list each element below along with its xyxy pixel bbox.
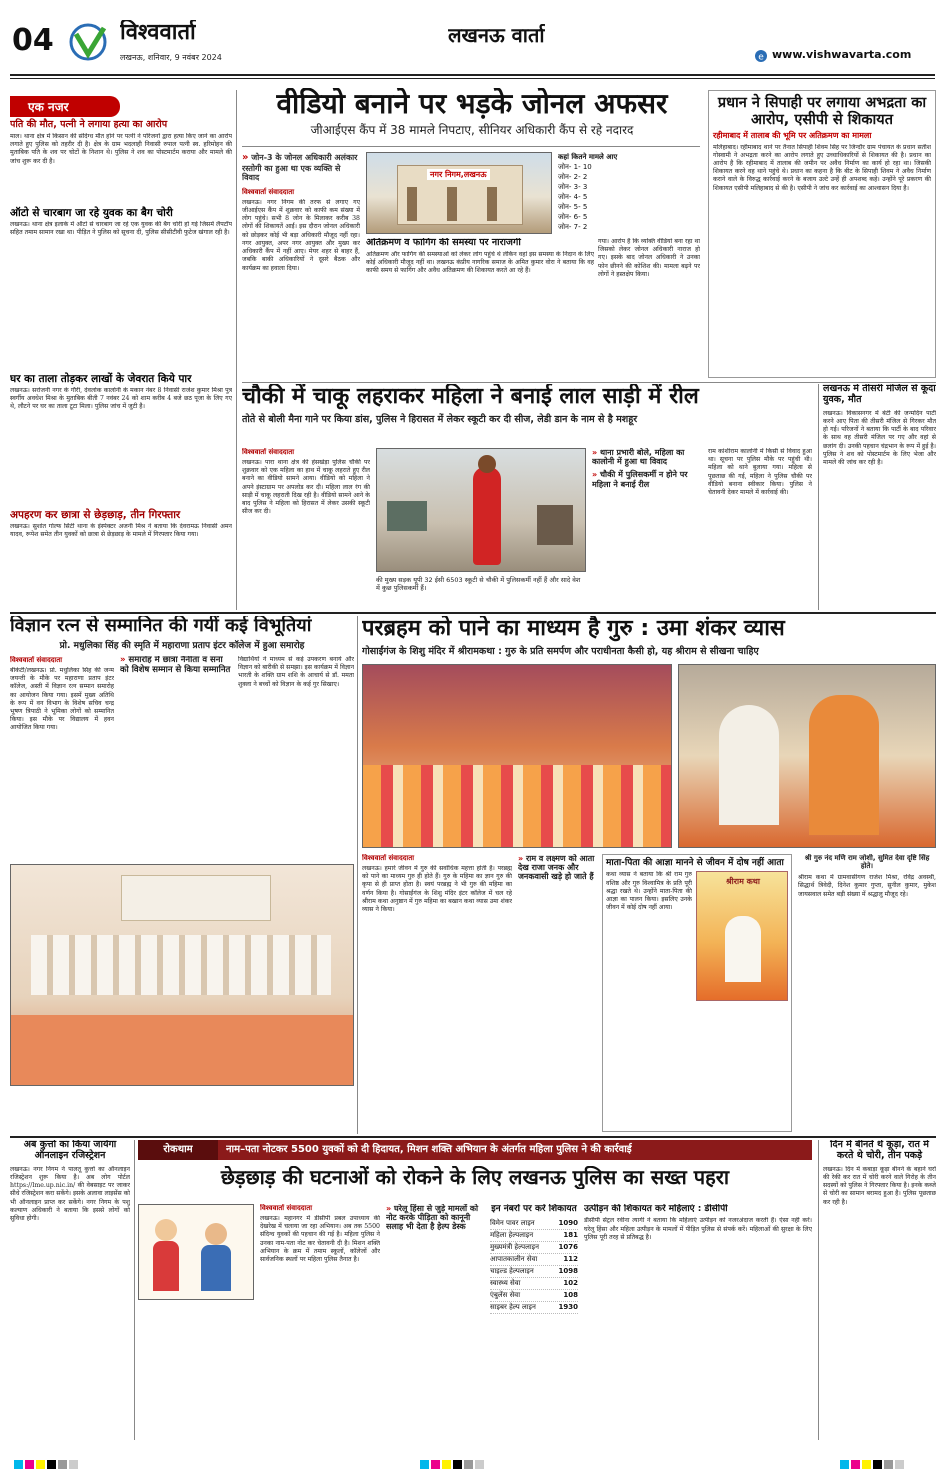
zone-item: जोन- 4- 5 bbox=[558, 193, 588, 201]
pradhan-subhead: रहीमाबाद में तालाब की भूमि पर अतिक्रमण का मामला bbox=[713, 131, 872, 141]
guru-side-text: श्रीराम कथा में ग्रामवासीगण राजेश मिश्रा, रविंद्र अवस्थी, सिद्धार्थ त्रिवेदी, दिनेश कुमार गुप्ता, सुनील कुमार, मुकेश जायसवाल समेत बड़ी संख्या में श्रद्धालु मौजूद रहे। bbox=[798, 874, 936, 898]
lead-left-col bbox=[242, 152, 360, 374]
row-rule-3 bbox=[10, 1136, 936, 1138]
helpline-name: विमेन पावर लाइन bbox=[490, 1219, 535, 1228]
row-rule-2 bbox=[10, 612, 936, 614]
quote-marks-icon: » bbox=[242, 152, 249, 163]
brief-headline-4: अपहरण कर छात्रा से छेड़छाड़, तीन गिरफ्तार bbox=[10, 509, 181, 521]
quote-marks-icon: » bbox=[386, 1204, 392, 1213]
col-divider-3 bbox=[134, 1140, 135, 1440]
guru-card-title: श्रीराम कथा bbox=[726, 877, 760, 887]
rokthaam-story bbox=[138, 1140, 812, 1440]
reel-subhead: तोते से बोली मैना गाने पर किया डांस, पुलिस ने हिरासत में लेकर स्कूटी कर दी सीज, लेडी डान के नाम से है मशहूर bbox=[242, 414, 638, 426]
guru-box bbox=[602, 854, 792, 1132]
photo-caption-box bbox=[366, 238, 594, 374]
reel-story bbox=[242, 384, 812, 610]
brief-headline-2: ऑटो से चारबाग जा रहे युवक का बैग चोरी bbox=[10, 207, 173, 219]
photo-caption-text: अतिक्रमण और फागिंग की समस्याओं को लेकर लोग पहुंचे थे लेकिन वहां इस समस्या के निदान के लिए कोई अधिकारी मौजूद नहीं था। लखनऊ कंप्रीय नागरिक समाज के अमित कुमार वोरा ने बताया कि वह काफी समय से फागिंग और अवैध अतिक्रमण की शिकायत करते आ रहे हैं। bbox=[366, 250, 594, 275]
rokthaam-pull-quote-text: घरेलू हिंसा से जुड़े मामलों को नोट करके पीड़िता को कानूनी सलाह भी देता है हेल्प डेस्क bbox=[386, 1204, 479, 1232]
theft-text: लखनऊ। दिन में कबाड़ा कूड़ा बीनने के बहाने घरों की रेकी कर रात में चोरी करने वाले गिरोह के तीन सदस्यों को पुलिस ने गिरफ्तार किया है। इनके कब्जे से चोरी का सामान बरामद हुआ है। पुलिस पूछताछ कर रही है। bbox=[823, 1165, 936, 1206]
helpline-number: 1930 bbox=[558, 1303, 578, 1312]
vishwavarta-logo-icon bbox=[66, 22, 116, 62]
quote-marks-icon: » bbox=[592, 448, 598, 457]
helpline-title: इन नंबरों पर करें शिकायत bbox=[491, 1204, 577, 1214]
rokthaam-col-1 bbox=[260, 1204, 380, 1440]
rokthaam-text: लखनऊ। महानगर में डीसीपी प्रबल उपाध्याय की देखरेख में चलाया जा रहा अभियान। अब तक 5500 संदिग्ध युवकों की पहचान की गई है। महिला पुलिस ने उनका नाम-पता नोट कर चेतावनी दी है। मिशन शक्ति अभियान के क्रम में तमाम स्कूलों, कॉलेजों और सार्वजनिक स्थलों पर महिला पुलिस तैनात है। bbox=[260, 1215, 380, 1264]
col-divider-1 bbox=[236, 90, 237, 610]
vigyan-byline: विश्ववार्ता संवाददाता bbox=[10, 656, 63, 664]
reel-photo-caption: की मुख्य सड़क यूपी 32 ईसी 6503 स्कूटी से चौकी में पुलिसकर्मी नहीं हैं और सादे वेश में कुछ पुलिसकर्मी हैं। bbox=[376, 576, 581, 592]
zones-box bbox=[558, 152, 698, 234]
registration-marks-left bbox=[14, 1460, 80, 1469]
masthead bbox=[8, 8, 938, 78]
rokthaam-band bbox=[138, 1140, 812, 1160]
rokthaam-pull-quote bbox=[386, 1204, 486, 1232]
reel-photo bbox=[376, 448, 586, 572]
third-floor-text: लखनऊ। विकासनगर में बेटी की जन्मदिन पार्टी करने आए पिता की तीसरी मंजिल से गिरकर मौत हो गई। परिजनों ने बताया कि पार्टी के बाद परिवार के साथ वह तीसरी मंजिल पर गए और वहां से छलांग दी। उनकी पहचान चंद्रभान के रूप में हुई है। पुलिस ने शव को पोस्टमार्टम के लिए भेजा और मामले की जांच कर रही है। bbox=[823, 409, 936, 467]
reel-pull-quotes bbox=[592, 448, 702, 528]
guru-headline: परब्रहम को पाने का माध्यम है गुरु : उमा शंकर व्यास bbox=[362, 616, 785, 641]
brief-text-1: माल। थाना क्षेत्र में किसान की संदिग्ध मौत होने पर पत्नी ने परिजनों द्वारा हत्या किए जाने का आरोप लगाते हुए पुलिस को तहरीर दी है। क्षेत्र के ग्राम भदलाही निवासी रुपाल पत्नी स्व. हरिमोहन की मुताबिक पति के शव पर चोटों के निशान थे। पुलिस ने शव का पोस्टमार्टम कराया और मामले की जांच शुरू कर दी है। bbox=[10, 133, 232, 165]
guru-subhead: गोसाईंगंज के शिशु मंदिर में श्रीरामकथा : गुरु के प्रति समर्पण और पराधीनता कैसी हो, यह श्रीराम से सीखना चाहिए bbox=[362, 646, 759, 658]
rokthaam-headline: छेड़छाड़ की घटनाओं को रोकने के लिए लखनऊ पुलिस का सख्त पहरा bbox=[220, 1166, 730, 1189]
website[interactable]: www.vishwavarta.com bbox=[772, 49, 912, 61]
guru-pull-quote bbox=[518, 854, 598, 882]
rokthaam-label: रोकथाम bbox=[138, 1140, 218, 1160]
lead-pull-quote-text: जोन-3 के जोनल अधिकारी अलंकार रस्तोगी का हुआ था एक व्यक्ति से विवाद bbox=[242, 153, 358, 182]
page-number: 04 bbox=[12, 24, 54, 58]
masthead-rule-thin bbox=[10, 78, 935, 79]
dog-text: लखनऊ। नगर निगम ने पालतू कुत्तों का ऑनलाइन रजिस्ट्रेशन शुरू किया है। अब लोग पोर्टल https://lme.up.nic.in/ की वेबसाइट पर जाकर सीधे रजिस्ट्रेशन करा सकेंगे। इसके अलावा लाइसेंस को भी ऑनलाइन प्राप्त कर सकेंगे। नगर निगम के पशु कल्याण अधिकारी ने बताया कि इससे लोगों को सुविधा होगी। bbox=[10, 1165, 130, 1223]
lead-story bbox=[242, 88, 702, 378]
third-floor-story bbox=[818, 384, 936, 610]
dog-story bbox=[10, 1140, 130, 1440]
theft-headline: दिन में बीनते थे कूड़ा, रात में करते थे चोरी, तीन पकड़े bbox=[830, 1140, 929, 1161]
helpline-row bbox=[490, 1242, 578, 1254]
reel-headline: चौकी में चाकू लहराकर महिला ने बनाई लाल साड़ी में रील bbox=[242, 384, 699, 409]
guru-box-headline: माता-पिता की आज्ञा मानने से जीवन में दोष नहीं आता bbox=[606, 858, 784, 868]
quote-marks-icon: » bbox=[120, 656, 126, 665]
vigyan-headline: विज्ञान रत्न से सम्मानित की गयीं कई विभूतियां bbox=[10, 616, 312, 636]
lead-text: लखनऊ। नगर निगम की तरफ से लगाए गए जीआईएस कैंप में शुक्रवार को काफी कम संख्या में लोग पहुंचे। सभी 8 जोन के मिलाकर करीब 38 लोगों की शिकायतें आईं। इस दौरान जोनल अधिकारी को छोड़कर कोई भी बड़ा अधिकारी मौजूद नहीं रहा। नगर आयुक्त, अपर नगर आयुक्त और मुख्य कर अधिकारी कैंप में नहीं आए। मेयर शहर से बाहर हैं, जबकि बाकी अधिकारियों ने दूसरे बैठक और कार्यक्रम का हवाला दिया। bbox=[242, 198, 360, 272]
brief-text-2: लखनऊ। थाना क्षेत्र इलाके में ऑटो से चारबाग जा रहे एक युवक की बैग चोरी हो गई जिसमें लैपटॉप सहित तमाम सामान रखा था। पीड़ित ने पुलिस को सूचना दी, पुलिस सीसीटीवी फुटेज खंगाल रही है। bbox=[10, 221, 232, 237]
rokthaam-col-2 bbox=[386, 1204, 486, 1304]
quote-marks-icon: » bbox=[592, 470, 598, 480]
brief-headline-3: घर का ताला तोड़कर लाखों के जेवरात किये पार bbox=[10, 373, 192, 385]
helpline-name: महिला हेल्पलाइन bbox=[490, 1231, 534, 1240]
zone-item: जोन- 5- 5 bbox=[558, 203, 588, 211]
rokthaam-byline: विश्ववार्ता संवाददाता bbox=[260, 1204, 313, 1212]
row-rule-1 bbox=[242, 382, 936, 383]
helpline-row bbox=[490, 1302, 578, 1314]
helpline-number: 1090 bbox=[558, 1219, 578, 1228]
helpline-name: एंबुलेंस सेवा bbox=[490, 1291, 521, 1300]
rokthaam-cartoon bbox=[138, 1204, 254, 1300]
pradhan-headline: प्रधान ने सिपाही पर लगाया अभद्रता का आरोप, एसीपी से शिकायत bbox=[717, 95, 927, 128]
helpline-row bbox=[490, 1278, 578, 1290]
guru-col-1 bbox=[362, 854, 512, 1094]
quote-marks-icon: » bbox=[518, 854, 524, 863]
guru-col-2 bbox=[518, 854, 598, 1094]
helpline-number: 181 bbox=[563, 1231, 578, 1240]
vigyan-subhead: प्रो. मधुलिका सिंह की स्मृति में महाराणा प्रताप इंटर कॉलेज में हुआ समारोह bbox=[59, 640, 305, 651]
section-title: लखनऊ वार्ता bbox=[448, 24, 545, 47]
brief-text-4: लखनऊ। सुशांत गोल्फ सिटी थाना के इंस्पेक्टर अजनी मिश्र ने बताया कि देवरामऊ निवासी अमन यादव, रूपेश समेत तीन युवकों को छात्रा से छेड़छाड़ के मामले में गिरफ्तार किया गया। bbox=[10, 523, 232, 539]
brief-text-3: लखनऊ। सरोजनी नगर के गौरी, देवलोक कालोनी के मकान नंबर 8 निवासी राजेश कुमार मिश्रा पुत्र स्वर्गीय अवधेश मिश्रा के मुताबिक बीती 7 नवंबर 24 को शाम करीब 4 बजे छठ पूजा के लिए गए थे, लौटने पर घर का ताला टूटा मिला। पुलिस जांच में जुटी है। bbox=[10, 387, 232, 411]
zone-item: जोन- 2- 2 bbox=[558, 173, 588, 181]
registration-marks-mid bbox=[420, 1460, 486, 1469]
vigyan-story bbox=[10, 616, 354, 1134]
dog-headline: अब कुत्तों का किया जायेगा ऑनलाइन रजिस्ट्रेशन bbox=[23, 1140, 117, 1161]
lead-byline: विश्ववार्ता संवाददाता bbox=[242, 187, 295, 196]
guru-photo-right bbox=[678, 664, 936, 848]
guru-card-photo bbox=[696, 871, 788, 1001]
helpline-number: 1076 bbox=[558, 1243, 578, 1252]
zones-title: कहां कितने मामले आए bbox=[558, 153, 618, 161]
photo-sign: नगर निगम,लखनऊ bbox=[427, 169, 490, 180]
helpline-box bbox=[490, 1204, 578, 1436]
guru-photo-main bbox=[362, 664, 672, 848]
helpline-name: साइबर हेल्प लाइन bbox=[490, 1303, 536, 1312]
zone-item: जोन- 6- 5 bbox=[558, 213, 588, 221]
ek-najar-column bbox=[10, 96, 232, 606]
theft-story bbox=[818, 1140, 936, 1440]
col-divider-2 bbox=[357, 616, 358, 1134]
zone-item: जोन- 7- 2 bbox=[558, 223, 588, 231]
helpline-name: स्वास्थ्य सेवा bbox=[490, 1279, 521, 1288]
dcp-text: डीसीपी सेंट्रल रवीना त्यागी ने बताया कि महिलाएं उत्पीड़न को नजरअंदाज करती हैं। ऐसा नहीं करें। घरेलू हिंसा और महिला उत्पीड़न के मामलों में पीड़ित पुलिस से संपर्क करें। महिलाओं की सुरक्षा के लिए पुलिस पूरी तरह से प्रतिबद्ध है। bbox=[584, 1217, 812, 1241]
helpline-row bbox=[490, 1218, 578, 1230]
reel-pull-quote-2 bbox=[592, 470, 702, 488]
zone-item: जोन- 1- 10 bbox=[558, 163, 592, 171]
helpline-number: 112 bbox=[563, 1255, 578, 1264]
lead-pull-quote bbox=[242, 152, 360, 182]
guru-photo-caption: श्री गुरु नंद मणि राम जोशी, सुमित देवा दृष्टि सिंह होते। bbox=[804, 854, 930, 871]
helpline-row bbox=[490, 1254, 578, 1266]
pradhan-story bbox=[708, 90, 936, 378]
helpline-name: मुख्यमंत्री हेल्पलाइन bbox=[490, 1243, 540, 1252]
pradhan-text: मलिहाबाद। रहीमाबाद थाने पर तैनात सिपाही शिवम सिंह पर जिन्दौर ग्राम पंचायत के प्रधान सतीश गोस्वामी ने अभद्रता करने का आरोप लगाते हुए उच्चाधिकारियों से शिकायत की है। प्रधान का आरोप है कि रहीमाबाद में तालाब की जमीन पर अवैध निर्माण का कार्य हो रहा था। जिसकी शिकायत करने वह थाने पहुंचे थे। प्रधान का कहना है कि बीट के सिपाही शिवम ने अवैध निर्माण कराने वाले के विरुद्ध कार्रवाई करने के बजाय उल्टे उन्हें ही अपशब्द कहे। उन्होंने पूरे प्रकरण की शिकायत एसीपी मलिहाबाद से की है। एसीपी ने जांच कर कार्रवाई का आश्वासन दिया है। bbox=[713, 143, 931, 192]
helpline-row bbox=[490, 1230, 578, 1242]
vigyan-col-1 bbox=[10, 656, 114, 856]
helpline-row bbox=[490, 1290, 578, 1302]
guru-byline: विश्ववार्ता संवाददाता bbox=[362, 854, 415, 862]
guru-pull-quote-text: राम व लक्ष्मण को आता देख राजा जनक और जनकवासी खड़े हो जाते हैं bbox=[518, 854, 595, 882]
svg-text:e: e bbox=[758, 52, 764, 62]
guru-box-text: कथा व्यास ने बताया कि श्री राम गुरु वशिष्ठ और गुरु विश्वामित्र के प्रति पूरी श्रद्धा रखते थे। उन्होंने माता-पिता की आज्ञा का पालन किया। इसलिए उनके जीवन में कोई दोष नहीं आया। bbox=[606, 871, 692, 912]
registration-marks-right bbox=[840, 1460, 906, 1469]
vigyan-text-2: विद्यार्थियों ने माध्यम से कई उपकरण बनाये और विज्ञान को बारीकी से समझा। इस कार्यक्रम में विज्ञान भारती के शक्ति ग्राम शशि के आचार्य से डॉ. ममता शुक्ला ने बच्चों को विज्ञान के कई गुर सिखाए। bbox=[238, 656, 354, 688]
lead-subhead: जीआईएस कैंप में 38 मामले निपटाए, सीनियर अधिकारी कैंप से रहे नदारद bbox=[310, 123, 634, 138]
ek-najar-label: एक नजर bbox=[10, 96, 120, 117]
helpline-list bbox=[490, 1218, 578, 1314]
lead-headline: वीडियो बनाने पर भड़के जोनल अफसर bbox=[276, 88, 668, 120]
lead-continuation: गया। आरोप है कि व्यक्ति वीडियो बना रहा था जिसको लेकर जोनल अधिकारी नाराज हो गए। इसके बाद जोनल अधिकारी ने उनका फोन छीनने की कोशिश की। मामला बढ़ने पर लोगों ने हस्तक्षेप किया। bbox=[598, 238, 700, 278]
dcp-box bbox=[584, 1204, 812, 1436]
lead-sub-rule bbox=[242, 146, 700, 147]
vigyan-text: बीकेटी/लखनऊ। प्रो. मधुलिका सिंह की जन्म जयन्ती के मौके पर महाराणा प्रताप इंटर कॉलेज, अस्ती में विज्ञान रत्न सम्मान समारोह का आयोजन किया गया। इसमें मुख्य अतिथि के रूप में वन विभाग के विशेष सचिव चन्द्र भूषण त्रिपाठी ने भूमिका लोगों को सम्मानित किया। इस मौके पर विद्यालय में हवन आयोजित किया गया। bbox=[10, 667, 114, 732]
helpline-number: 102 bbox=[563, 1279, 578, 1288]
reel-text: लखनऊ। पारा थाना क्षेत्र की हंसखेड़ा पुलिस चौकी पर शुक्रवार को एक महिला का हाथ में चाकू लहराते हुए रील बनाने का वीडियो सामने आया। वीडियो को महिला ने अपने इंस्टाग्राम पर अपलोड कर दी। महिला लाल रंग की साड़ी में चाकू लहराती दिख रही है। वीडियो सामने आने के बाद पुलिस ने महिला को हिरासत में लेकर उसकी स्कूटी सीज कर दी। bbox=[242, 459, 370, 516]
brief-headline-1: पति की मौत, पत्नी ने लगाया हत्या का आरोप bbox=[10, 119, 168, 130]
vigyan-pull-quote bbox=[120, 656, 232, 676]
helpline-row bbox=[490, 1266, 578, 1278]
globe-icon bbox=[754, 48, 768, 62]
helpline-number: 1098 bbox=[558, 1267, 578, 1276]
reel-byline: विश्ववार्ता संवाददाता bbox=[242, 448, 295, 456]
reel-pull-quote-1 bbox=[592, 448, 702, 466]
guru-text: लखनऊ। हमारे जीवन में गुरु की सर्वाधिक महत्ता होती है। परब्रह्म को पाने का माध्यम गुरु ही होते हैं। गुरु के महिमा का ज्ञान गुरु की कृपा से ही प्राप्त होता है। स्वयं परब्रह्म ने भी गुरु की महिमा का वर्णन किया है। गोसाईंगंज के शिशु मंदिर इंटर कॉलेज में चल रहे श्रीराम कथा अनुष्ठान में गुरु महिमा का बखान कथा व्यास उमा शंकर व्यास ने किया। bbox=[362, 865, 512, 914]
photo-caption-head: अतिक्रमण व फागिंग की समस्या पर नाराजगी bbox=[366, 238, 521, 248]
helpline-name: चाइल्ड हेल्पलाइन bbox=[490, 1267, 534, 1276]
vigyan-photo bbox=[10, 864, 354, 1086]
zone-item: जोन- 3- 3 bbox=[558, 183, 588, 191]
helpline-name: आपातकालीन सेवा bbox=[490, 1255, 538, 1264]
reel-left-col bbox=[242, 448, 370, 610]
paper-name: विश्ववार्ता bbox=[120, 20, 196, 45]
masthead-rule bbox=[10, 74, 935, 76]
dcp-headline: उत्पीड़न की शिकायत करें महिलाएं : डीसीपी bbox=[584, 1204, 728, 1214]
reel-pull-quote-1-text: थाना प्रभारी बोले, महिला का कालोनी में हुआ था विवाद bbox=[592, 448, 685, 467]
reel-text-2: राम कांशीराम कालोनी में किसी से विवाद हुआ था। सूचना पर पुलिस मौके पर पहुंची थी। महिला को थाने बुलाया गया। महिला से पूछताछ की गई, महिला ने पुलिस चौकी पर वीडियो बनाना स्वीकार किया। पुलिस ने चेतावनी देकर मामले में कार्रवाई की। bbox=[708, 448, 812, 497]
third-floor-headline: लखनऊ में तीसरी मंजिल से कूदा युवक, मौत bbox=[823, 384, 936, 405]
guru-right-col bbox=[798, 854, 936, 1132]
helpline-number: 108 bbox=[563, 1291, 578, 1300]
rokthaam-ticker: नाम–पता नोटकर 5500 युवकों को दी हिदायत, मिशन शक्ति अभियान के अंतर्गत महिला पुलिस ने की कार्रवाई bbox=[226, 1144, 632, 1155]
vigyan-col-2 bbox=[120, 656, 232, 856]
dateline: लखनऊ, शनिवार, 9 नवंबर 2024 bbox=[120, 53, 222, 62]
reel-pull-quote-2-text: चौकी में पुलिसकर्मी न होने पर महिला ने बनाई रील bbox=[592, 470, 688, 489]
lead-photo bbox=[366, 152, 552, 234]
guru-story bbox=[362, 616, 936, 1134]
vigyan-pull-quote-text: समारोह में छात्रा नैनीता व सना को विशेष सम्मान से किया सम्मानित bbox=[120, 656, 231, 675]
